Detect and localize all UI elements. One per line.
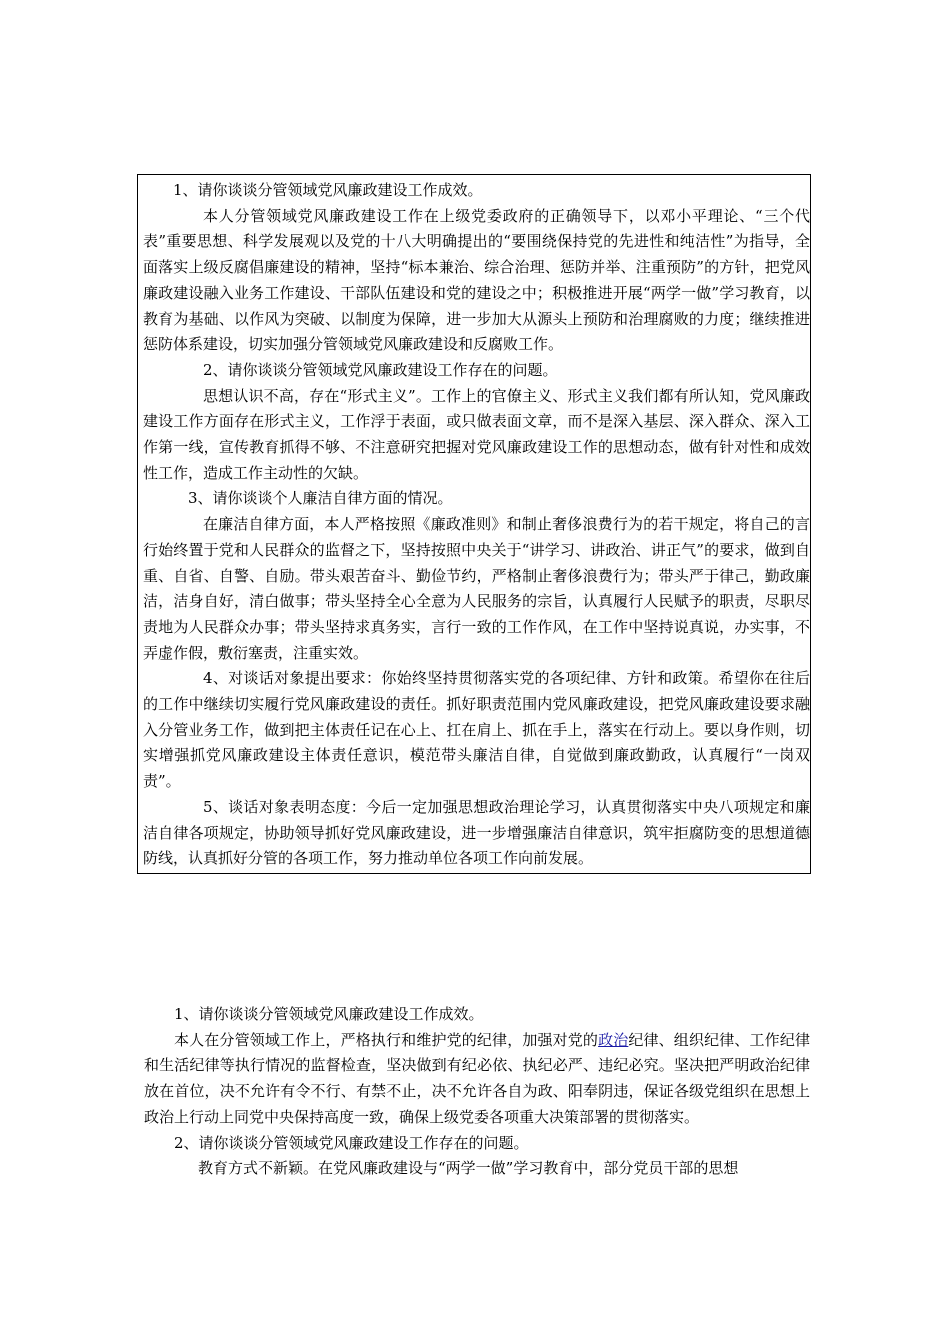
answer-2: 思想认识不高，存在“形式主义”。工作上的官僚主义、形式主义我们都有所认知，党风廉政建设工作方面存在形式主义，工作浮于表面，或只做表面文章，而不是深入基层、深入群众、深入工作第一线，宣传教育抓得不够、不注意研究把握对党风廉政建设工作的思想动态，做有针对性和成效性工作，造成工作主动性的欠缺。 — [143, 386, 810, 482]
requirement-4: 4、对谈话对象提出要求：你始终坚持贯彻落实党的各项纪律、方针和政策。希望你在往后的工作中继续切实履行党风廉政建设的责任。抓好职责范围内党风廉政建设，把党风廉政建设要求融入分管业务工作，做到把主体责任记在心上、扛在肩上、抓在手上，落实在行动上。要以身作则，切实增强抓党风廉政建设主体责任意识，模范带头廉洁自律，自觉做到廉政勤政，认真履行“一岗双责”。 — [143, 669, 810, 791]
attitude-5: 5、谈话对象表明态度：今后一定加强思想政治理论学习，认真贯彻落实中央八项规定和廉洁自律各项规定，协助领导抓好党风廉政建设，进一步增强廉洁自律意识，筑牢拒腐防变的思想道德防线，认真抓好分管的各项工作，努力推动单位各项工作向前发展。 — [143, 797, 810, 868]
talk-record-table — [137, 174, 811, 874]
question-1: 1、请你谈谈分管领域党风廉政建设工作成效。 — [173, 181, 483, 199]
answer-1: 本人分管领域党风廉政建设工作在上级党委政府的正确领导下，以邓小平理论、“三个代表”重要思想、科学发展观以及党的十八大明确提出的“要围绕保持党的先进性和纯洁性”为指导，全面落实上级反腐倡廉建设的精神，坚持“标本兼治、综合治理、惩防并举、注重预防”的方针，把党风廉政建设融入业务工作建设、干部队伍建设和党的建设之中；积极推进开展“两学一做”学习教育，以教育为基础、以作风为突破、以制度为保障，进一步加大从源头上预防和治理腐败的力度；继续推进惩防体系建设，切实加强分管领域党风廉政建设和反腐败工作。 — [143, 206, 810, 354]
question-1-b: 1、请你谈谈分管领域党风廉政建设工作成效。 — [174, 1005, 484, 1023]
question-2-b: 2、请你谈谈分管领域党风廉政建设工作存在的问题。 — [174, 1133, 529, 1152]
answer-1-b: 本人在分管领域工作上，严格执行和维护党的纪律，加强对党的政治纪律、组织纪律、工作纪律和生活纪律等执行情况的监督检查，坚决做到有纪必依、执纪必严、违纪必究。坚决把严明政治纪律放在首位，决不允许有令不行、有禁不止，决不允许各自为政、阳奉阴违，保证各级党组织在思想上政治上行动上同党中央保持高度一致，确保上级党委各项重大决策部署的贯彻落实。 — [144, 1030, 810, 1126]
question-2: 2、请你谈谈分管领域党风廉政建设工作存在的问题。 — [203, 360, 558, 379]
answer-3: 在廉洁自律方面，本人严格按照《廉政准则》和制止奢侈浪费行为的若干规定，将自己的言行始终置于党和人民群众的监督之下，坚持按照中央关于“讲学习、讲政治、讲正气”的要求，做到自重、自省、自警、自励。带头艰苦奋斗、勤俭节约，严格制止奢侈浪费行为；带头严于律己，勤政廉洁，洁身自好，清白做事；带头坚持全心全意为人民服务的宗旨，认真履行人民赋予的职责，尽职尽责地为人民群众办事；带头坚持求真务实，言行一致的工作作风，在工作中坚持说真说，办实事，不弄虚作假，敷衍塞责，注重实效。 — [143, 515, 810, 662]
question-3: 3、请你谈谈个人廉洁自律方面的情况。 — [188, 489, 453, 508]
politics-link[interactable]: 政治 — [598, 1030, 629, 1049]
answer-2-b: 教育方式不新颖。在党风廉政建设与“两学一做”学习教育中，部分党员干部的思想 — [198, 1159, 739, 1178]
second-section — [144, 1002, 810, 1182]
